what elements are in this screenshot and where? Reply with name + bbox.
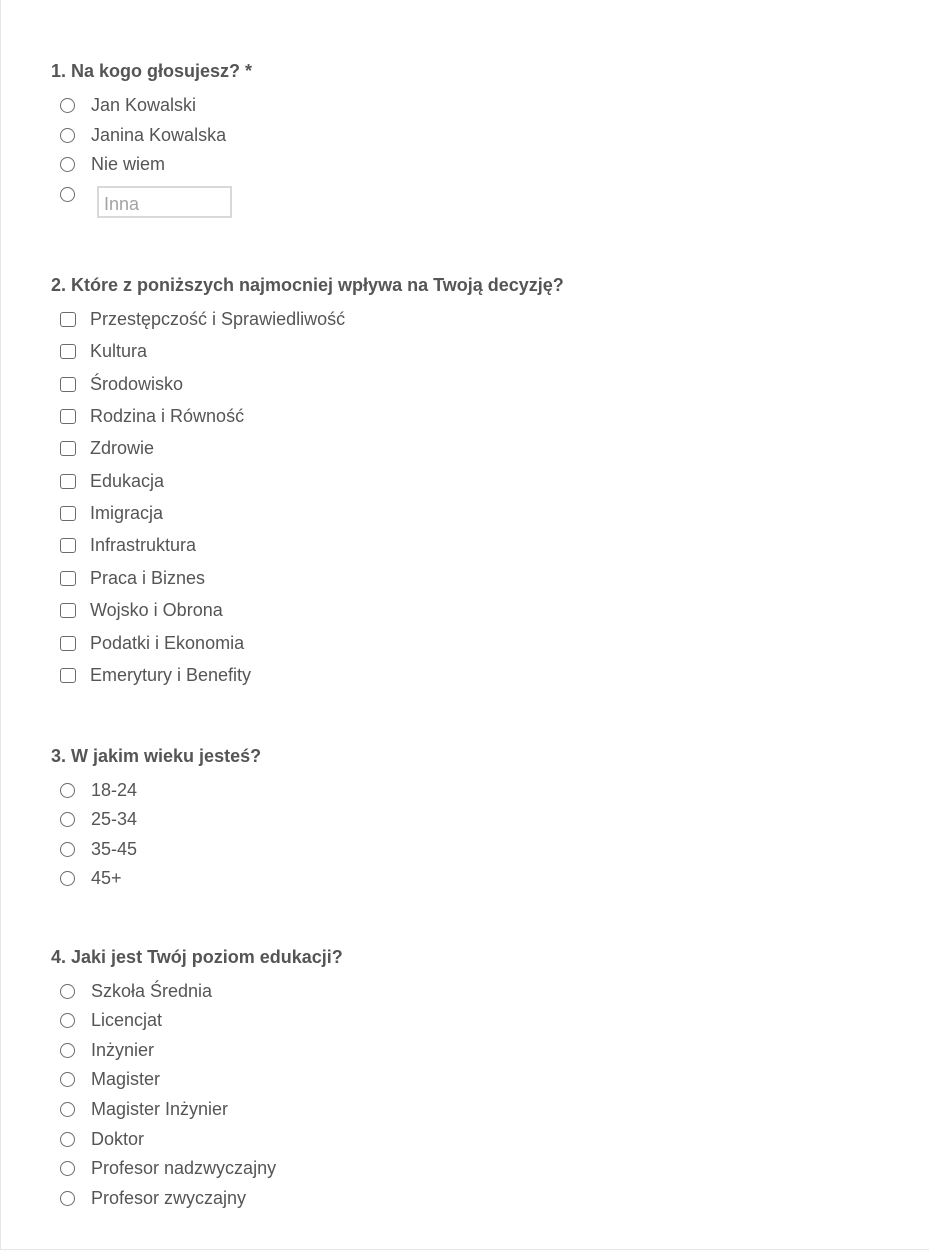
option-label: Zdrowie: [90, 438, 155, 458]
option-label: 18-24: [91, 780, 138, 800]
q2-option-przestepczosc[interactable]: [60, 308, 345, 330]
q2-option-srodowisko[interactable]: [60, 373, 183, 395]
radio-button[interactable]: [60, 842, 75, 857]
checkbox[interactable]: [60, 377, 76, 392]
q2-option-edukacja[interactable]: [60, 470, 164, 492]
option-label: Nie wiem: [91, 154, 166, 174]
checkbox[interactable]: [60, 474, 76, 489]
option-label: Magister: [91, 1069, 161, 1089]
q3-option-25-34[interactable]: [60, 808, 137, 830]
q1-option-other[interactable]: [60, 183, 75, 205]
option-label: 25-34: [91, 809, 138, 829]
radio-button[interactable]: [60, 1013, 75, 1028]
option-label: Środowisko: [90, 374, 184, 394]
q4-option-doktor[interactable]: [60, 1128, 144, 1150]
q2-option-podatki[interactable]: [60, 632, 244, 654]
checkbox[interactable]: [60, 409, 76, 424]
checkbox[interactable]: [60, 636, 76, 651]
radio-button[interactable]: [60, 871, 75, 886]
question-2-title: 2. Które z poniższych najmocniej wpływa na Twoją decyzję?: [51, 275, 564, 295]
q1-option-janina-kowalska[interactable]: [60, 124, 226, 146]
option-label: Profesor zwyczajny: [91, 1188, 247, 1208]
option-label: Emerytury i Benefity: [90, 665, 252, 685]
q1-option-nie-wiem[interactable]: [60, 153, 165, 175]
q2-option-imigracja[interactable]: [60, 502, 163, 524]
radio-button[interactable]: [60, 1102, 75, 1117]
q4-option-magister-inzynier[interactable]: [60, 1098, 228, 1120]
radio-button[interactable]: [60, 984, 75, 999]
radio-button[interactable]: [60, 98, 75, 113]
option-label: 35-45: [91, 839, 138, 859]
radio-button[interactable]: [60, 1132, 75, 1147]
q1-option-jan-kowalski[interactable]: [60, 94, 196, 116]
radio-button[interactable]: [60, 783, 75, 798]
q3-option-45-plus[interactable]: [60, 867, 122, 889]
q3-option-35-45[interactable]: [60, 838, 137, 860]
option-label: Kultura: [90, 341, 148, 361]
q4-option-licencjat[interactable]: [60, 1009, 162, 1031]
radio-button[interactable]: [60, 128, 75, 143]
other-answer-input[interactable]: [97, 186, 232, 218]
checkbox[interactable]: [60, 538, 76, 553]
option-label: Infrastruktura: [90, 535, 197, 555]
checkbox[interactable]: [60, 441, 76, 456]
radio-button[interactable]: [60, 1043, 75, 1058]
checkbox[interactable]: [60, 506, 76, 521]
question-3-title: 3. W jakim wieku jesteś?: [51, 746, 262, 766]
q2-option-rodzina[interactable]: [60, 405, 244, 427]
option-label: Szkoła Średnia: [91, 981, 213, 1001]
checkbox[interactable]: [60, 668, 76, 683]
option-label: Wojsko i Obrona: [90, 600, 223, 620]
option-label: Profesor nadzwyczajny: [91, 1158, 277, 1178]
option-label: Podatki i Ekonomia: [90, 633, 245, 653]
radio-button[interactable]: [60, 157, 75, 172]
q2-option-wojsko[interactable]: [60, 599, 223, 621]
option-label: Przestępczość i Sprawiedliwość: [90, 309, 346, 329]
radio-button[interactable]: [60, 812, 75, 827]
option-label: Janina Kowalska: [91, 125, 227, 145]
option-label: Magister Inżynier: [91, 1099, 229, 1119]
question-1-title: 1. Na kogo głosujesz? *: [51, 61, 253, 81]
option-label: Praca i Biznes: [90, 568, 206, 588]
radio-button[interactable]: [60, 1161, 75, 1176]
q2-option-praca[interactable]: [60, 567, 205, 589]
option-label: Imigracja: [90, 503, 164, 523]
checkbox[interactable]: [60, 344, 76, 359]
q4-option-magister[interactable]: [60, 1068, 160, 1090]
checkbox[interactable]: [60, 312, 76, 327]
option-label: Licencjat: [91, 1010, 163, 1030]
option-label: Jan Kowalski: [91, 95, 197, 115]
q4-option-profesor-zwyczajny[interactable]: [60, 1187, 246, 1209]
question-4-title: 4. Jaki jest Twój poziom edukacji?: [51, 947, 343, 967]
option-label: Inżynier: [91, 1040, 155, 1060]
q4-option-szkola-srednia[interactable]: [60, 980, 212, 1002]
option-label: 45+: [91, 868, 122, 888]
q2-option-infrastruktura[interactable]: [60, 534, 196, 556]
q2-option-emerytury[interactable]: [60, 664, 251, 686]
checkbox[interactable]: [60, 603, 76, 618]
option-label: Doktor: [91, 1129, 145, 1149]
radio-button[interactable]: [60, 1191, 75, 1206]
q2-option-zdrowie[interactable]: [60, 437, 154, 459]
q3-option-18-24[interactable]: [60, 779, 137, 801]
q2-option-kultura[interactable]: [60, 340, 147, 362]
radio-button[interactable]: [60, 187, 75, 202]
q4-option-inzynier[interactable]: [60, 1039, 154, 1061]
option-label: Rodzina i Równość: [90, 406, 245, 426]
q4-option-profesor-nadzwyczajny[interactable]: [60, 1157, 276, 1179]
radio-button[interactable]: [60, 1072, 75, 1087]
checkbox[interactable]: [60, 571, 76, 586]
option-label: Edukacja: [90, 471, 165, 491]
